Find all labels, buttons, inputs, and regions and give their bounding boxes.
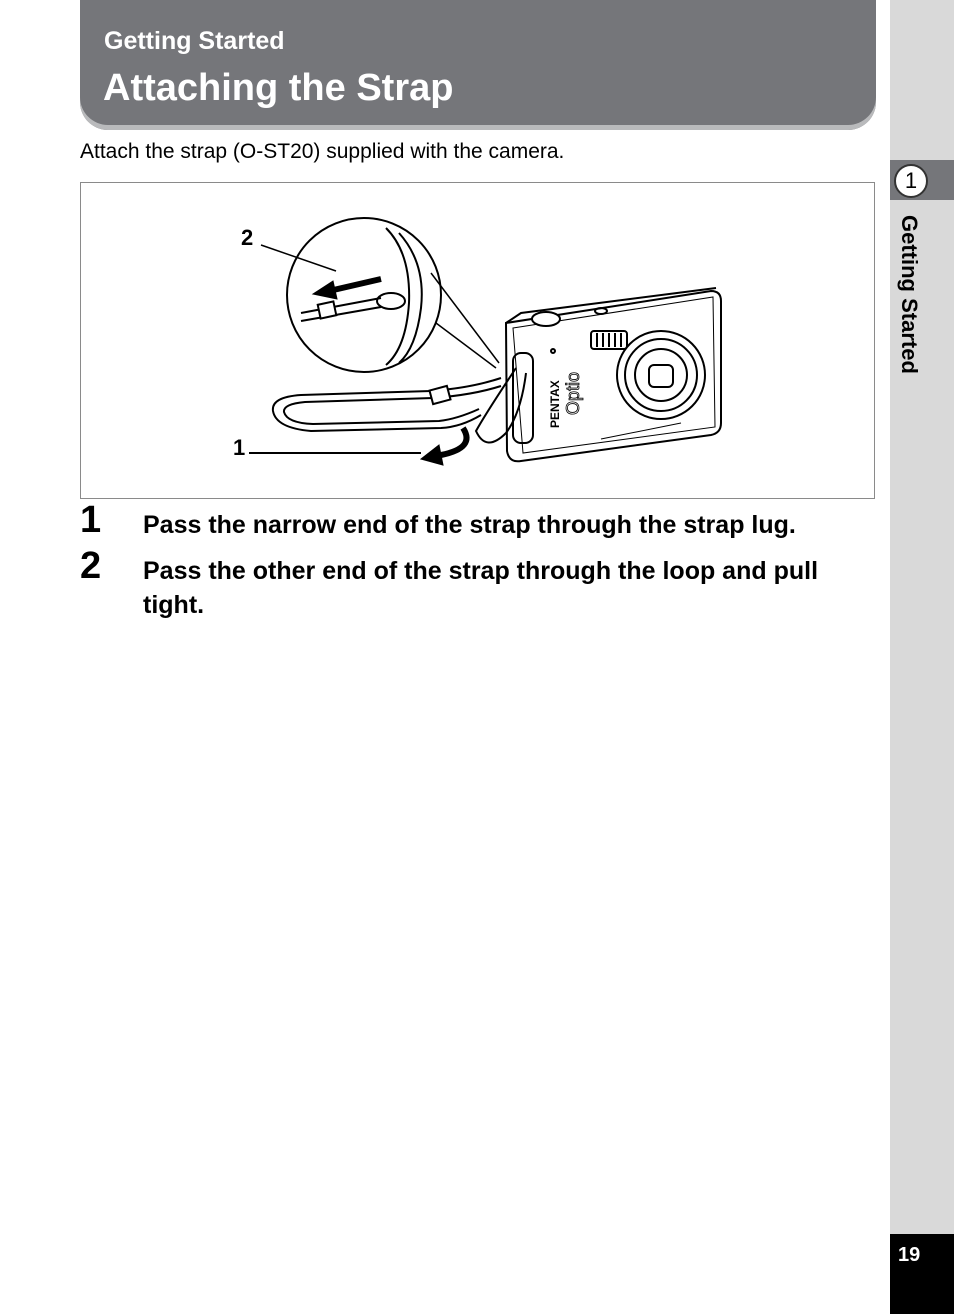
strap-icon [273, 368, 526, 443]
thread-arrow-icon [421, 428, 467, 465]
callout-1-label: 1 [233, 435, 246, 460]
step-number: 2 [80, 545, 102, 587]
camera-icon [506, 288, 721, 461]
header-banner [80, 0, 876, 130]
strap-illustration [80, 182, 875, 499]
intro-text: Attach the strap (O-ST20) supplied with the camera. [80, 140, 565, 163]
step-text: Pass the other end of the strap through the loop and pull tight. [143, 557, 819, 619]
chapter-side-label: Getting Started [897, 215, 922, 374]
callout-2-label: 2 [241, 225, 254, 250]
page-number: 19 [898, 1244, 921, 1266]
step-list [80, 499, 880, 628]
camera-model-text: Optio [563, 371, 583, 415]
step-item [80, 545, 880, 622]
step-number: 1 [80, 499, 102, 541]
step-item [80, 499, 880, 545]
step-text: Pass the narrow end of the strap through the strap lug. [143, 511, 796, 539]
strap-diagram [81, 183, 874, 498]
section-label: Getting Started [104, 27, 285, 55]
camera-brand-text: PENTAX [548, 380, 562, 428]
chapter-number: 1 [894, 164, 928, 198]
page-title: Attaching the Strap [103, 67, 454, 109]
